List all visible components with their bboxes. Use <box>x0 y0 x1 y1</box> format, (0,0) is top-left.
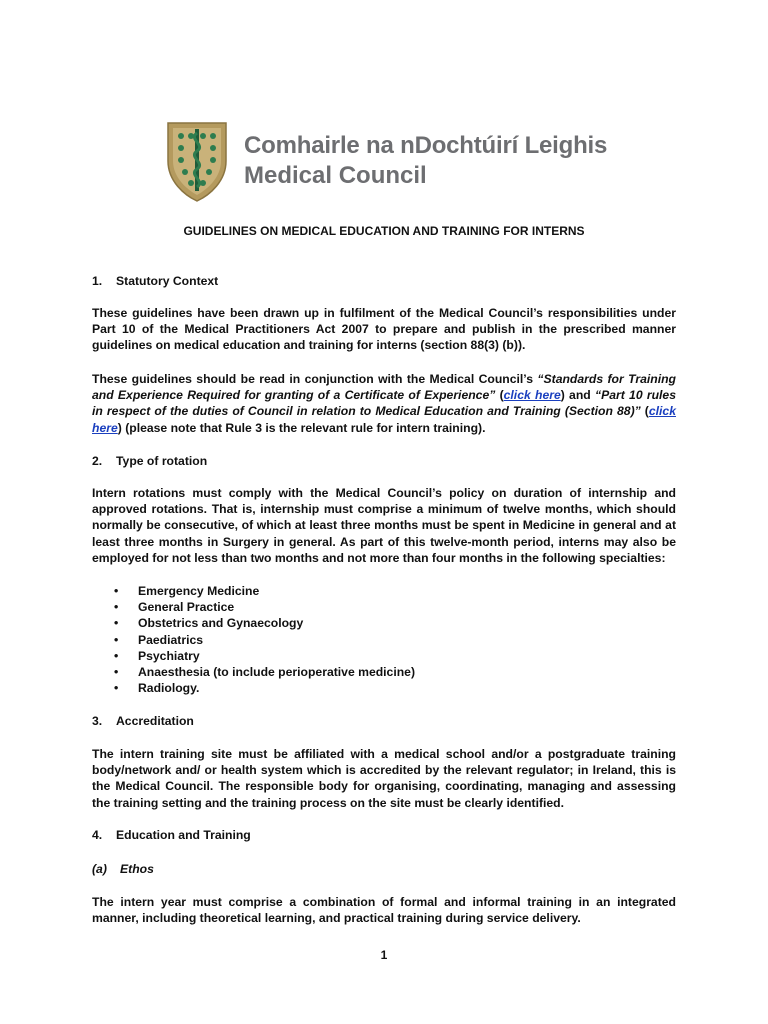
section-4-paragraph-1: The intern year must comprise a combination of formal and informal training in an integrated manner, including theoretical learning, and practical training during service delivery. <box>92 895 676 926</box>
org-name-english: Medical Council <box>244 162 427 189</box>
paragraph-text: ) (please note that Rule 3 is the relevant rule for intern training). <box>117 420 486 435</box>
standards-click-here-link[interactable]: click here <box>503 388 561 403</box>
bullet: • <box>114 616 119 631</box>
section-1-heading <box>92 273 676 289</box>
paragraph-text: ( <box>640 404 649 419</box>
bullet: • <box>114 648 119 663</box>
list-item <box>92 599 415 615</box>
list-item-text: Obstetrics and Gynaecology <box>138 616 304 631</box>
organisation-name <box>244 131 607 191</box>
paragraph-text: These guidelines should be read in conjunction with the Medical Council’s <box>92 372 538 386</box>
section-2-heading <box>92 453 676 469</box>
bullet: • <box>114 584 119 598</box>
list-item-text: Paediatrics <box>138 632 204 647</box>
list-item <box>92 648 415 664</box>
crest-shield-icon <box>164 119 230 203</box>
bullet: • <box>114 665 119 680</box>
paragraph-text: ) and <box>560 388 595 403</box>
list-item-text: Emergency Medicine <box>138 584 260 598</box>
part10-click-here-link[interactable]: click here <box>92 404 676 435</box>
list-item <box>92 632 415 648</box>
specialties-list <box>92 583 415 696</box>
bullet: • <box>114 600 119 615</box>
list-item <box>92 664 415 680</box>
list-item <box>92 680 415 696</box>
section-2-paragraph-1: Intern rotations must comply with the Medical Council’s policy on duration of internship and approved rotations. That is, internship must comprise a minimum of twelve months, which should normally be consecutive, of which at least three months must be spent in Medicine in general and at least three months in Surgery in general. As part of this twelve-month period, interns may also be employed for not less than two months and not more than four months in the following specialties: <box>92 486 676 565</box>
list-item-text: Radiology. <box>138 681 200 696</box>
section-1-paragraph-1: These guidelines have been drawn up in fulfilment of the Medical Council’s responsibilities under Part 10 of the Medical Practitioners Act 2007 to prepare and publish in the prescribed manner guidelines on medical education and training for interns (section 88(3) (b)). <box>92 306 676 353</box>
section-number: 4. <box>92 828 103 842</box>
paragraph-text: ( <box>495 388 504 403</box>
section-title: Type of rotation <box>116 454 208 468</box>
section-4-heading <box>92 827 676 843</box>
document-title: GUIDELINES ON MEDICAL EDUCATION AND TRAINING FOR INTERNS <box>183 224 585 238</box>
section-number: 1. <box>92 274 103 288</box>
section-3-heading <box>92 713 676 729</box>
section-title: Accreditation <box>116 714 194 728</box>
list-item <box>92 615 415 631</box>
section-number: 3. <box>92 714 103 728</box>
section-title: Statutory Context <box>116 274 219 288</box>
subsection-label: (a) <box>92 862 107 876</box>
part10-rules-title: “Part 10 rules in respect of the duties of Council in relation to Medical Education and Training (Section 88)” <box>92 388 676 419</box>
bullet: • <box>114 632 119 647</box>
section-3-paragraph-1: The intern training site must be affiliated with a medical school and/or a postgraduate training body/network and/ or health system which is accredited by the relevant regulator; in Ireland, this is the Medical Council. The responsible body for organising, coordinating, managing and assessing the training setting and the training process on the site must be clearly identified. <box>92 747 676 810</box>
list-item-text: Anaesthesia (to include perioperative medicine) <box>138 665 416 680</box>
subsection-title: Ethos <box>120 862 154 876</box>
section-title: Education and Training <box>116 828 251 842</box>
list-item-text: Psychiatry <box>138 648 200 663</box>
section-4a-subheading <box>92 861 676 877</box>
page-number: 1 <box>380 948 388 962</box>
medical-council-logo <box>164 118 607 204</box>
list-item <box>92 583 415 599</box>
org-name-irish: Comhairle na nDochtúirí Leighis <box>244 132 608 159</box>
standards-document-title: “Standards for Training and Experience Required for granting of a Certificate of Experience” <box>92 372 676 403</box>
section-1-paragraph-2 <box>92 371 676 436</box>
bullet: • <box>114 681 119 696</box>
list-item-text: General Practice <box>138 600 235 615</box>
section-number: 2. <box>92 454 103 468</box>
